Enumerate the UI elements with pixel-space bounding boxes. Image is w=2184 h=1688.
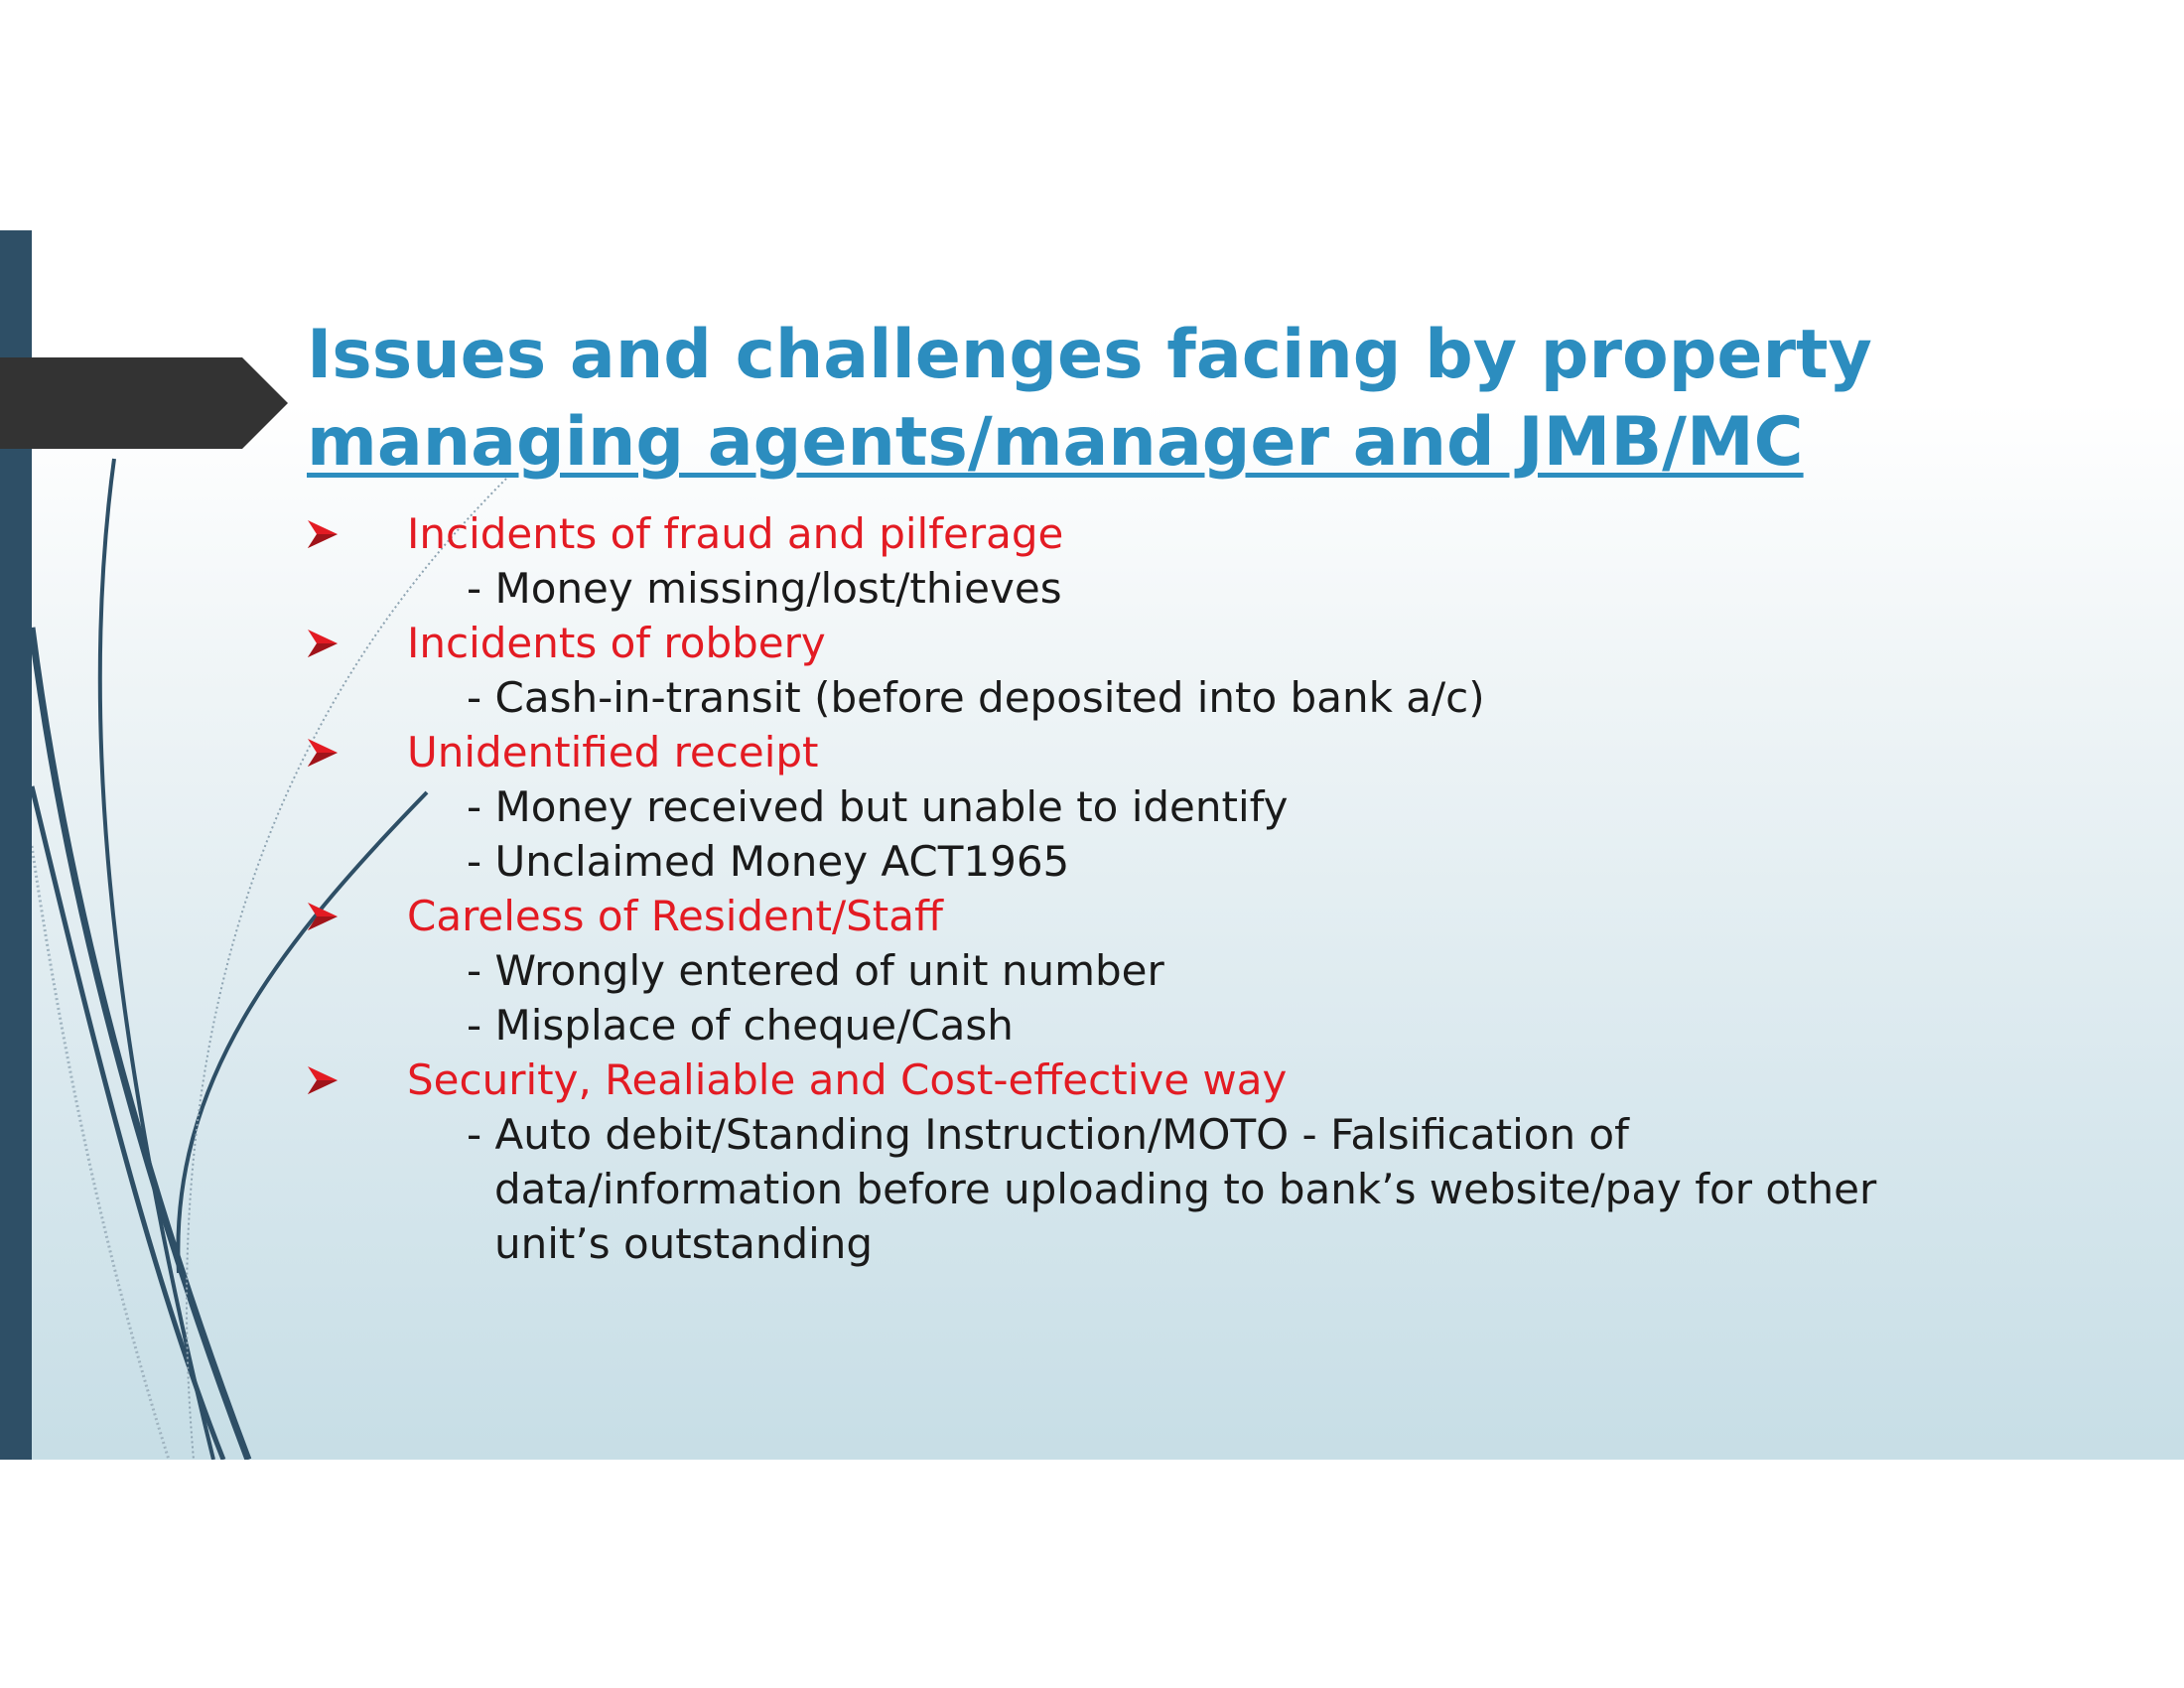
sub-item — [0, 779, 2184, 834]
bullet-detail-text: - Unclaimed Money ACT1965 — [467, 837, 1070, 886]
bullet-heading-text: Security, Realiable and Cost-effective way — [407, 1055, 1288, 1104]
bullet-detail-text: - Auto debit/Standing Instruction/MOTO - Falsification of — [467, 1110, 1629, 1159]
sub-item-continuation — [0, 1216, 2184, 1271]
sub-item-continuation — [0, 1162, 2184, 1216]
sub-item — [0, 943, 2184, 998]
bullet-detail-text: - Money received but unable to identify — [467, 782, 1289, 831]
bullet-item — [0, 725, 2184, 779]
sub-item — [0, 998, 2184, 1053]
bullet-item — [0, 506, 2184, 561]
sub-item — [0, 670, 2184, 725]
bullet-detail-text: - Money missing/lost/thieves — [467, 564, 1062, 613]
bullet-detail-text: - Cash-in-transit (before deposited into bank a/c) — [467, 673, 1485, 722]
arrow-bullet-icon — [308, 889, 343, 943]
sub-item — [0, 834, 2184, 889]
bullet-heading-text: Unidentified receipt — [407, 728, 819, 776]
bullet-detail-text: - Wrongly entered of unit number — [467, 946, 1164, 995]
bullet-heading-text: Incidents of robbery — [407, 619, 826, 667]
title-line-2: managing agents/manager and JMB/MC — [307, 403, 1804, 482]
bullet-item — [0, 616, 2184, 670]
sub-item — [0, 1107, 2184, 1162]
arrow-tab-shape — [0, 357, 288, 449]
bullet-heading-text: Careless of Resident/Staff — [407, 892, 943, 940]
bullet-detail-text: - Misplace of cheque/Cash — [467, 1001, 1014, 1050]
bullet-detail-text: data/information before uploading to bank’s website/pay for other — [494, 1165, 1877, 1213]
arrow-bullet-icon — [308, 506, 343, 561]
arrow-bullet-icon — [308, 616, 343, 670]
bullet-item — [0, 1053, 2184, 1107]
arrow-bullet-icon — [308, 725, 343, 779]
bullet-heading-text: Incidents of fraud and pilferage — [407, 509, 1064, 558]
title-line-1: Issues and challenges facing by property — [307, 316, 1872, 394]
slide-title — [307, 312, 2094, 487]
bullet-item — [0, 889, 2184, 943]
sub-item — [0, 561, 2184, 616]
bullet-list — [0, 506, 2184, 1271]
slide — [0, 230, 2184, 1460]
bullet-detail-text: unit’s outstanding — [494, 1219, 874, 1268]
arrow-bullet-icon — [308, 1053, 343, 1107]
